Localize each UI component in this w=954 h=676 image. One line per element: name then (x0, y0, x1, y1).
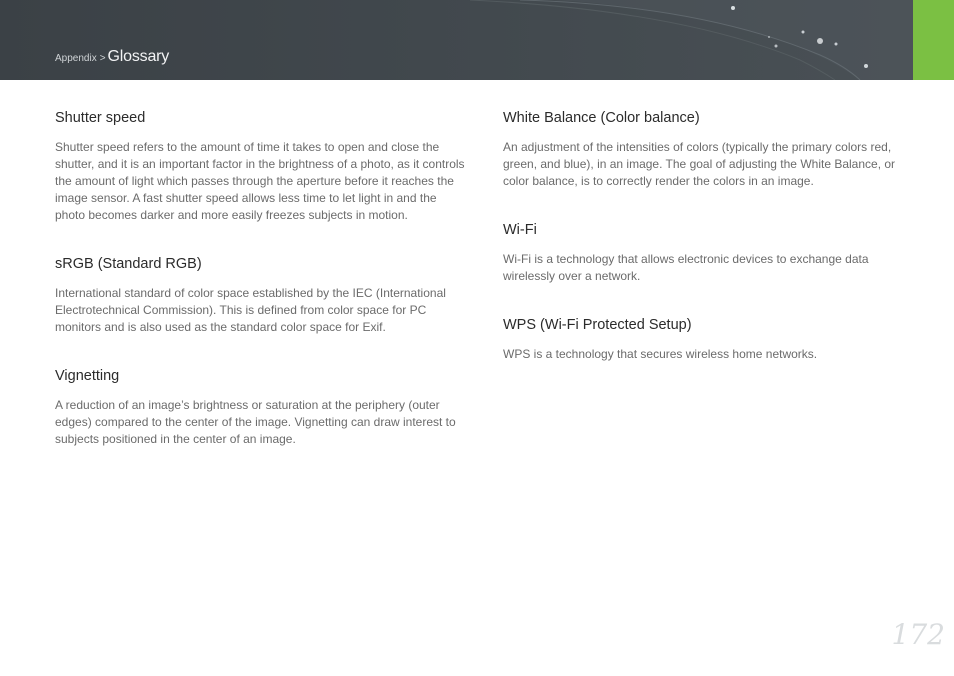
breadcrumb (55, 48, 169, 66)
entry-body: WPS is a technology that secures wireless home networks. (503, 347, 818, 361)
entry-title: Vignetting (55, 368, 120, 384)
glossary-entry-wps (503, 315, 908, 363)
glossary-column-left (55, 108, 465, 448)
entry-body: An adjustment of the intensities of colors (typically the primary colors red, green, and blue), in an image. The goal of adjusting the White Balance, or color balance, is to correctly render the colors in an image. (503, 140, 896, 188)
entry-title: sRGB (Standard RGB) (55, 256, 202, 272)
entry-title: White Balance (Color balance) (503, 110, 700, 126)
entry-body: Wi-Fi is a technology that allows electronic devices to exchange data wirelessly over a network. (503, 252, 869, 283)
section-color-tab (913, 0, 954, 80)
entry-body: Shutter speed refers to the amount of time it takes to open and close the shutter, and it is an important factor in the brightness of a photo, as it controls the amount of light which passes through the aperture before it reaches the image sensor. A fast shutter speed allows less time to let light in and the photo becomes darker and more easily freezes subjects in motion. (55, 140, 465, 222)
entry-title: Shutter speed (55, 110, 146, 126)
breadcrumb-separator: > (99, 53, 106, 64)
page-number: 172 (891, 618, 945, 651)
glossary-entry-vignetting (55, 366, 465, 448)
entry-title: Wi-Fi (503, 222, 537, 238)
entry-title: WPS (Wi-Fi Protected Setup) (503, 317, 692, 333)
glossary-column-right (503, 108, 908, 363)
glossary-entry-wi-fi (503, 220, 908, 285)
header-banner (0, 0, 954, 80)
entry-body: International standard of color space established by the IEC (International Electrotechnical Commission). This is defined from color space for PC monitors and is also used as the standard color space for Exif. (55, 286, 446, 334)
glossary-entry-white-balance (503, 108, 908, 190)
breadcrumb-parent[interactable]: Appendix (55, 53, 97, 64)
glossary-entry-shutter-speed (55, 108, 465, 224)
decorative-swoosh (0, 0, 954, 80)
entry-body: A reduction of an image’s brightness or saturation at the periphery (outer edges) compared to the center of the image. Vignetting can draw interest to subjects positioned in the center of an image. (55, 398, 456, 446)
page-title: Glossary (107, 48, 170, 65)
glossary-entry-srgb (55, 254, 465, 336)
